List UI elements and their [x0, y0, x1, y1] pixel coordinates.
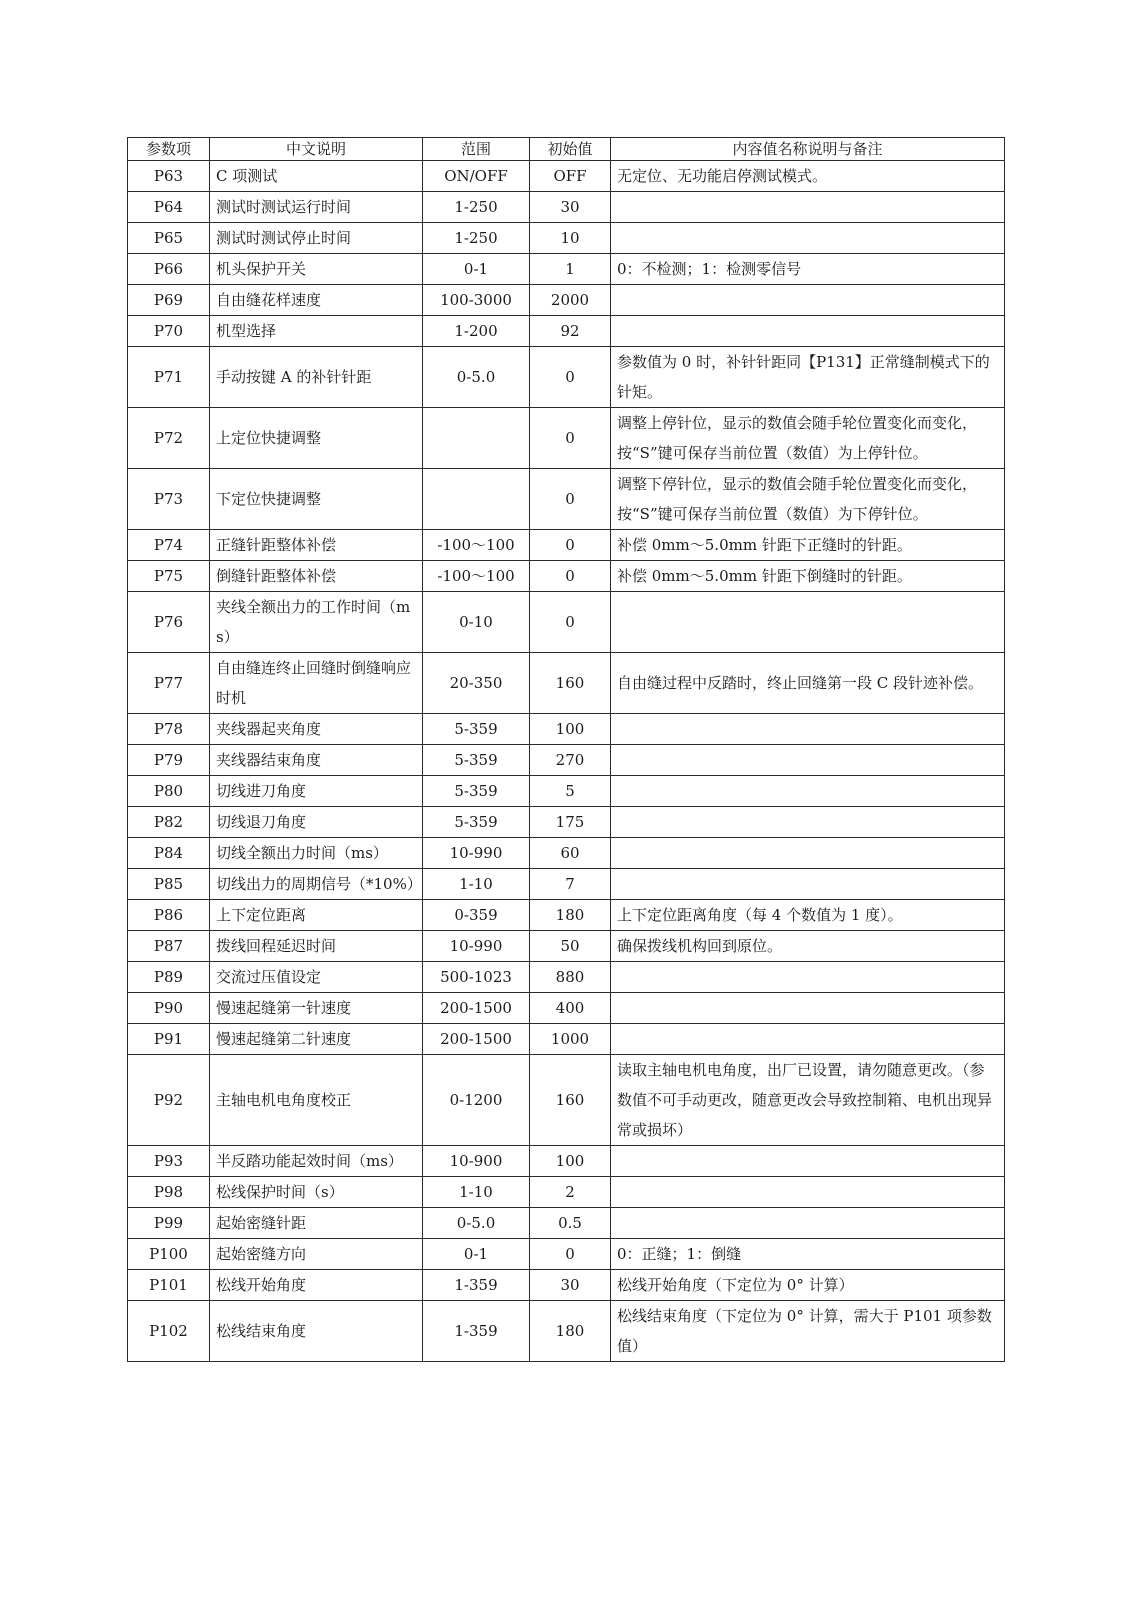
- cell-code: P80: [128, 776, 210, 807]
- cell-range: 0-5.0: [423, 347, 530, 408]
- cell-range: 10-990: [423, 931, 530, 962]
- cell-notes: [611, 192, 1005, 223]
- cell-description: 机头保护开关: [210, 254, 423, 285]
- cell-description: 半反踏功能起效时间（ms）: [210, 1146, 423, 1177]
- cell-range: 0-1: [423, 254, 530, 285]
- cell-initial-value: 1000: [530, 1024, 611, 1055]
- table-row: [128, 962, 1005, 993]
- table-row: [128, 1270, 1005, 1301]
- cell-description: 自由缝连终止回缝时倒缝响应时机: [210, 653, 423, 714]
- cell-code: P79: [128, 745, 210, 776]
- cell-description: 切线进刀角度: [210, 776, 423, 807]
- table-row: [128, 1146, 1005, 1177]
- table-row: [128, 285, 1005, 316]
- cell-code: P70: [128, 316, 210, 347]
- cell-code: P91: [128, 1024, 210, 1055]
- table-row: [128, 993, 1005, 1024]
- cell-notes: [611, 869, 1005, 900]
- cell-notes: [611, 838, 1005, 869]
- cell-initial-value: 100: [530, 1146, 611, 1177]
- header-row: [128, 138, 1005, 161]
- cell-notes: [611, 1024, 1005, 1055]
- cell-code: P84: [128, 838, 210, 869]
- cell-description: 正缝针距整体补偿: [210, 530, 423, 561]
- table-row: [128, 1177, 1005, 1208]
- cell-notes: [611, 714, 1005, 745]
- cell-initial-value: 180: [530, 1301, 611, 1362]
- cell-initial-value: 0: [530, 469, 611, 530]
- cell-notes: 读取主轴电机电角度，出厂已设置，请勿随意更改。（参数值不可手动更改，随意更改会导致控制箱、电机出现异常或损坏）: [611, 1055, 1005, 1146]
- cell-description: 手动按键 A 的补针针距: [210, 347, 423, 408]
- cell-code: P73: [128, 469, 210, 530]
- cell-notes: 0：不检测；1：检测零信号: [611, 254, 1005, 285]
- cell-description: 夹线器起夹角度: [210, 714, 423, 745]
- table-row: [128, 1055, 1005, 1146]
- table-row: [128, 408, 1005, 469]
- table-row: [128, 254, 1005, 285]
- cell-initial-value: 50: [530, 931, 611, 962]
- cell-description: 起始密缝方向: [210, 1239, 423, 1270]
- cell-initial-value: 270: [530, 745, 611, 776]
- cell-description: 交流过压值设定: [210, 962, 423, 993]
- cell-description: 慢速起缝第一针速度: [210, 993, 423, 1024]
- table-row: [128, 592, 1005, 653]
- cell-description: 起始密缝针距: [210, 1208, 423, 1239]
- cell-initial-value: 60: [530, 838, 611, 869]
- cell-initial-value: 100: [530, 714, 611, 745]
- cell-notes: [611, 1146, 1005, 1177]
- cell-initial-value: 400: [530, 993, 611, 1024]
- cell-range: 200-1500: [423, 993, 530, 1024]
- cell-description: 上下定位距离: [210, 900, 423, 931]
- cell-description: 切线退刀角度: [210, 807, 423, 838]
- cell-range: 10-990: [423, 838, 530, 869]
- cell-notes: 补偿 0mm～5.0mm 针距下倒缝时的针距。: [611, 561, 1005, 592]
- cell-code: P77: [128, 653, 210, 714]
- cell-description: 切线全额出力时间（ms）: [210, 838, 423, 869]
- cell-code: P69: [128, 285, 210, 316]
- table-row: [128, 223, 1005, 254]
- cell-notes: [611, 962, 1005, 993]
- cell-code: P64: [128, 192, 210, 223]
- cell-code: P76: [128, 592, 210, 653]
- table-row: [128, 714, 1005, 745]
- table-row: [128, 530, 1005, 561]
- table-row: [128, 1208, 1005, 1239]
- cell-initial-value: 0: [530, 1239, 611, 1270]
- cell-range: 5-359: [423, 745, 530, 776]
- cell-code: P85: [128, 869, 210, 900]
- cell-initial-value: OFF: [530, 161, 611, 192]
- cell-notes: 上下定位距离角度（每 4 个数值为 1 度）。: [611, 900, 1005, 931]
- cell-range: -100～100: [423, 530, 530, 561]
- cell-code: P66: [128, 254, 210, 285]
- cell-code: P75: [128, 561, 210, 592]
- cell-initial-value: 0: [530, 530, 611, 561]
- cell-range: 1-359: [423, 1270, 530, 1301]
- cell-range: [423, 469, 530, 530]
- table-row: [128, 869, 1005, 900]
- cell-notes: [611, 1208, 1005, 1239]
- cell-notes: [611, 285, 1005, 316]
- cell-code: P71: [128, 347, 210, 408]
- cell-range: 100-3000: [423, 285, 530, 316]
- cell-notes: 0：正缝；1：倒缝: [611, 1239, 1005, 1270]
- cell-code: P100: [128, 1239, 210, 1270]
- cell-initial-value: 7: [530, 869, 611, 900]
- cell-initial-value: 160: [530, 653, 611, 714]
- cell-notes: [611, 993, 1005, 1024]
- cell-initial-value: 0.5: [530, 1208, 611, 1239]
- cell-description: 切线出力的周期信号（*10%）: [210, 869, 423, 900]
- cell-initial-value: 160: [530, 1055, 611, 1146]
- cell-description: 下定位快捷调整: [210, 469, 423, 530]
- cell-range: 0-10: [423, 592, 530, 653]
- cell-description: 松线开始角度: [210, 1270, 423, 1301]
- cell-code: P90: [128, 993, 210, 1024]
- cell-range: 0-1: [423, 1239, 530, 1270]
- cell-description: 机型选择: [210, 316, 423, 347]
- cell-code: P86: [128, 900, 210, 931]
- table-row: [128, 745, 1005, 776]
- table-body: [128, 161, 1005, 1362]
- cell-initial-value: 180: [530, 900, 611, 931]
- table-row: [128, 192, 1005, 223]
- cell-range: 20-350: [423, 653, 530, 714]
- cell-range: 0-1200: [423, 1055, 530, 1146]
- cell-code: P98: [128, 1177, 210, 1208]
- cell-code: P102: [128, 1301, 210, 1362]
- cell-range: 1-359: [423, 1301, 530, 1362]
- cell-notes: 确保拨线机构回到原位。: [611, 931, 1005, 962]
- cell-code: P74: [128, 530, 210, 561]
- header-range: 范围: [423, 138, 530, 161]
- cell-notes: [611, 223, 1005, 254]
- cell-code: P93: [128, 1146, 210, 1177]
- cell-notes: 松线结束角度（下定位为 0° 计算，需大于 P101 项参数值）: [611, 1301, 1005, 1362]
- cell-description: 慢速起缝第二针速度: [210, 1024, 423, 1055]
- cell-initial-value: 175: [530, 807, 611, 838]
- cell-notes: 补偿 0mm～5.0mm 针距下正缝时的针距。: [611, 530, 1005, 561]
- cell-range: 5-359: [423, 776, 530, 807]
- cell-notes: [611, 316, 1005, 347]
- header-code: 参数项: [128, 138, 210, 161]
- table-header: [128, 138, 1005, 161]
- cell-notes: [611, 807, 1005, 838]
- cell-initial-value: 0: [530, 408, 611, 469]
- cell-description: 主轴电机电角度校正: [210, 1055, 423, 1146]
- table-row: [128, 838, 1005, 869]
- cell-description: C 项测试: [210, 161, 423, 192]
- cell-code: P72: [128, 408, 210, 469]
- table-row: [128, 316, 1005, 347]
- cell-description: 夹线器结束角度: [210, 745, 423, 776]
- cell-code: P89: [128, 962, 210, 993]
- cell-notes: 调整上停针位，显示的数值会随手轮位置变化而变化，按“S”键可保存当前位置（数值）为上停针位。: [611, 408, 1005, 469]
- cell-range: -100～100: [423, 561, 530, 592]
- cell-initial-value: 1: [530, 254, 611, 285]
- cell-description: 测试时测试停止时间: [210, 223, 423, 254]
- cell-initial-value: 2000: [530, 285, 611, 316]
- table-row: [128, 469, 1005, 530]
- table-row: [128, 653, 1005, 714]
- cell-range: 1-250: [423, 223, 530, 254]
- cell-range: 200-1500: [423, 1024, 530, 1055]
- cell-code: P82: [128, 807, 210, 838]
- cell-notes: [611, 745, 1005, 776]
- cell-description: 拨线回程延迟时间: [210, 931, 423, 962]
- header-initial-value: 初始值: [530, 138, 611, 161]
- cell-code: P78: [128, 714, 210, 745]
- table-row: [128, 1301, 1005, 1362]
- cell-range: 5-359: [423, 807, 530, 838]
- cell-code: P65: [128, 223, 210, 254]
- cell-description: 自由缝花样速度: [210, 285, 423, 316]
- cell-notes: [611, 776, 1005, 807]
- cell-description: 测试时测试运行时间: [210, 192, 423, 223]
- table-row: [128, 900, 1005, 931]
- cell-initial-value: 92: [530, 316, 611, 347]
- cell-range: 10-900: [423, 1146, 530, 1177]
- cell-description: 松线保护时间（s）: [210, 1177, 423, 1208]
- cell-range: 1-10: [423, 869, 530, 900]
- parameter-table: [127, 137, 1005, 1362]
- cell-notes: 参数值为 0 时，补针针距同【P131】正常缝制模式下的针矩。: [611, 347, 1005, 408]
- cell-notes: 无定位、无功能启停测试模式。: [611, 161, 1005, 192]
- cell-range: 500-1023: [423, 962, 530, 993]
- cell-range: 5-359: [423, 714, 530, 745]
- cell-initial-value: 0: [530, 347, 611, 408]
- header-notes: 内容值名称说明与备注: [611, 138, 1005, 161]
- table-row: [128, 807, 1005, 838]
- table-row: [128, 1024, 1005, 1055]
- table-row: [128, 931, 1005, 962]
- table-row: [128, 161, 1005, 192]
- cell-range: [423, 408, 530, 469]
- cell-initial-value: 2: [530, 1177, 611, 1208]
- cell-initial-value: 30: [530, 192, 611, 223]
- cell-code: P92: [128, 1055, 210, 1146]
- cell-description: 松线结束角度: [210, 1301, 423, 1362]
- table-row: [128, 561, 1005, 592]
- cell-range: 0-359: [423, 900, 530, 931]
- cell-code: P63: [128, 161, 210, 192]
- header-description: 中文说明: [210, 138, 423, 161]
- cell-range: ON/OFF: [423, 161, 530, 192]
- cell-initial-value: 0: [530, 561, 611, 592]
- cell-description: 上定位快捷调整: [210, 408, 423, 469]
- cell-initial-value: 30: [530, 1270, 611, 1301]
- cell-notes: 自由缝过程中反踏时，终止回缝第一段 C 段针迹补偿。: [611, 653, 1005, 714]
- cell-notes: [611, 1177, 1005, 1208]
- table-row: [128, 776, 1005, 807]
- cell-range: 1-200: [423, 316, 530, 347]
- cell-description: 倒缝针距整体补偿: [210, 561, 423, 592]
- cell-range: 1-10: [423, 1177, 530, 1208]
- cell-initial-value: 0: [530, 592, 611, 653]
- cell-range: 0-5.0: [423, 1208, 530, 1239]
- cell-description: 夹线全额出力的工作时间（ms）: [210, 592, 423, 653]
- cell-notes: [611, 592, 1005, 653]
- table-row: [128, 347, 1005, 408]
- cell-initial-value: 880: [530, 962, 611, 993]
- table-row: [128, 1239, 1005, 1270]
- cell-range: 1-250: [423, 192, 530, 223]
- cell-initial-value: 10: [530, 223, 611, 254]
- cell-code: P87: [128, 931, 210, 962]
- cell-initial-value: 5: [530, 776, 611, 807]
- cell-notes: 松线开始角度（下定位为 0° 计算）: [611, 1270, 1005, 1301]
- cell-notes: 调整下停针位，显示的数值会随手轮位置变化而变化，按“S”键可保存当前位置（数值）为下停针位。: [611, 469, 1005, 530]
- cell-code: P101: [128, 1270, 210, 1301]
- cell-code: P99: [128, 1208, 210, 1239]
